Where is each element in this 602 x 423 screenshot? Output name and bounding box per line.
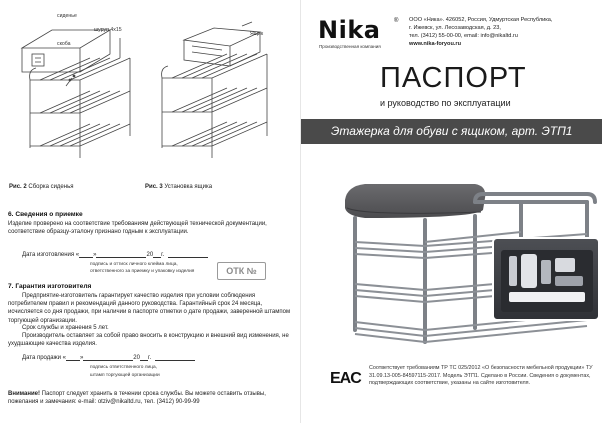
section7-paragraph-3: Производитель оставляет за собой право вносить в конструкцию и внешний вид изменения, не ухудшающие качества изделия. bbox=[8, 333, 289, 348]
company-line-1: ООО «Ника». 426052, Россия, Удмуртская Республика, bbox=[409, 17, 553, 23]
company-line-3: тел. (3412) 55-00-00, email: info@nikaltd.ru bbox=[409, 33, 518, 40]
manufacture-date-year: 20 bbox=[146, 252, 154, 258]
fig3-text: Установка ящика bbox=[164, 184, 213, 190]
manufacture-date-label: Дата изготовления « bbox=[22, 252, 80, 258]
sale-date-label: Дата продажи « bbox=[22, 355, 66, 361]
registered-mark: ® bbox=[394, 18, 399, 24]
fig3-number: Рис. 3 bbox=[145, 184, 163, 190]
sale-month-field[interactable] bbox=[83, 354, 133, 361]
product-title: Этажерка для обуви с ящиком, арт. ЭТП1 bbox=[331, 124, 573, 138]
sale-date-line bbox=[22, 354, 195, 361]
product-photo bbox=[325, 150, 601, 360]
acceptance-note-2: ответственного за приемку и упаковку изделия bbox=[90, 269, 195, 274]
sale-note-1: подпись ответственного лица, bbox=[90, 365, 157, 370]
otk-stamp: ОТК № bbox=[217, 262, 266, 280]
sale-note-2: штамп торгующей организации bbox=[90, 373, 160, 378]
sale-date-year: 20 bbox=[133, 355, 140, 361]
label-box: Ящик bbox=[250, 31, 264, 37]
company-info bbox=[409, 16, 599, 48]
eac-mark: EAC bbox=[330, 370, 361, 387]
signature-field[interactable] bbox=[168, 251, 208, 258]
section7-paragraph-1: Предприятие-изготовитель гарантирует качество изделия при условии соблюдения потребителем правил и рекомендаций данного руководства. Гарантийный срок 24 месяца, исчисляется со дня продажи, при наличии в паспорте отметки о дате продажи, заверенной штампом торгующей организации. bbox=[8, 293, 291, 324]
section7-paragraph-2: Срок службы и хранения 5 лет. bbox=[22, 325, 109, 331]
nika-logo bbox=[318, 16, 399, 49]
brand-subtitle: Производственная компания bbox=[319, 44, 381, 49]
day-field[interactable] bbox=[79, 251, 93, 258]
year-field[interactable] bbox=[153, 251, 161, 258]
attention-note bbox=[8, 390, 293, 406]
section7-title: 7. Гарантия изготовителя bbox=[8, 283, 92, 290]
manufacture-date-end: г. bbox=[161, 252, 165, 258]
seat-assembly-drawing bbox=[10, 18, 150, 168]
acceptance-note-1: подпись и оттиск личного клейма лица, bbox=[90, 262, 178, 267]
manufacture-date-mid: » bbox=[93, 252, 97, 258]
sale-year-field[interactable] bbox=[140, 354, 148, 361]
fig2-number: Рис. 2 bbox=[9, 184, 27, 190]
label-screw: шуруп 4х15 bbox=[94, 27, 122, 33]
attention-label: Внимание! bbox=[8, 391, 40, 397]
sale-date-end: г. bbox=[147, 355, 152, 361]
sale-signature-field[interactable] bbox=[155, 354, 195, 361]
sale-date-mid: » bbox=[79, 355, 84, 361]
company-website[interactable]: www.nika-foryou.ru bbox=[409, 41, 462, 48]
label-bracket: скоба bbox=[57, 41, 71, 47]
sale-day-field[interactable] bbox=[66, 354, 80, 361]
certification-text: Соответствует требованиям ТР ТС 025/2012 «О безопасности мебельной продукции» ТУ 31.09.13-005-84597115-2017. Модель ЭТП1. Сделано в России. Сведения о документах, подтверждающих соответствие, указаны на сайте изготовителя. bbox=[369, 365, 593, 387]
right-page bbox=[301, 0, 602, 423]
passport-subtitle: и руководство по эксплуатации bbox=[380, 98, 511, 108]
company-line-2: г. Ижевск, ул. Лесозаводская, д. 23, bbox=[409, 25, 501, 32]
manufacture-date-line bbox=[22, 251, 208, 258]
fig3-caption bbox=[145, 184, 212, 190]
fig2-caption bbox=[9, 184, 73, 190]
attention-text: Паспорт следует хранить в течении срока службы. Вы можете оставить отзывы, пожелания и замечания: e-mail: otziv@nikaltd.ru, тел. (3412) 90-99-99 bbox=[8, 391, 266, 406]
fig2-text: Сборка сиденья bbox=[28, 184, 74, 190]
passport-title: ПАСПОРТ bbox=[380, 62, 527, 94]
brand-name: Nika bbox=[318, 16, 381, 44]
box-installation-drawing bbox=[152, 18, 292, 168]
section6-title: 6. Сведения о приемке bbox=[8, 211, 83, 218]
product-banner bbox=[301, 119, 602, 144]
section6-body: Изделие проверено на соответствие требованиям действующей технической документации, соответствие образцу-эталону признано годным к эксплуатации. bbox=[8, 221, 267, 236]
month-field[interactable] bbox=[96, 251, 146, 258]
label-seat: сиденье bbox=[57, 13, 77, 19]
